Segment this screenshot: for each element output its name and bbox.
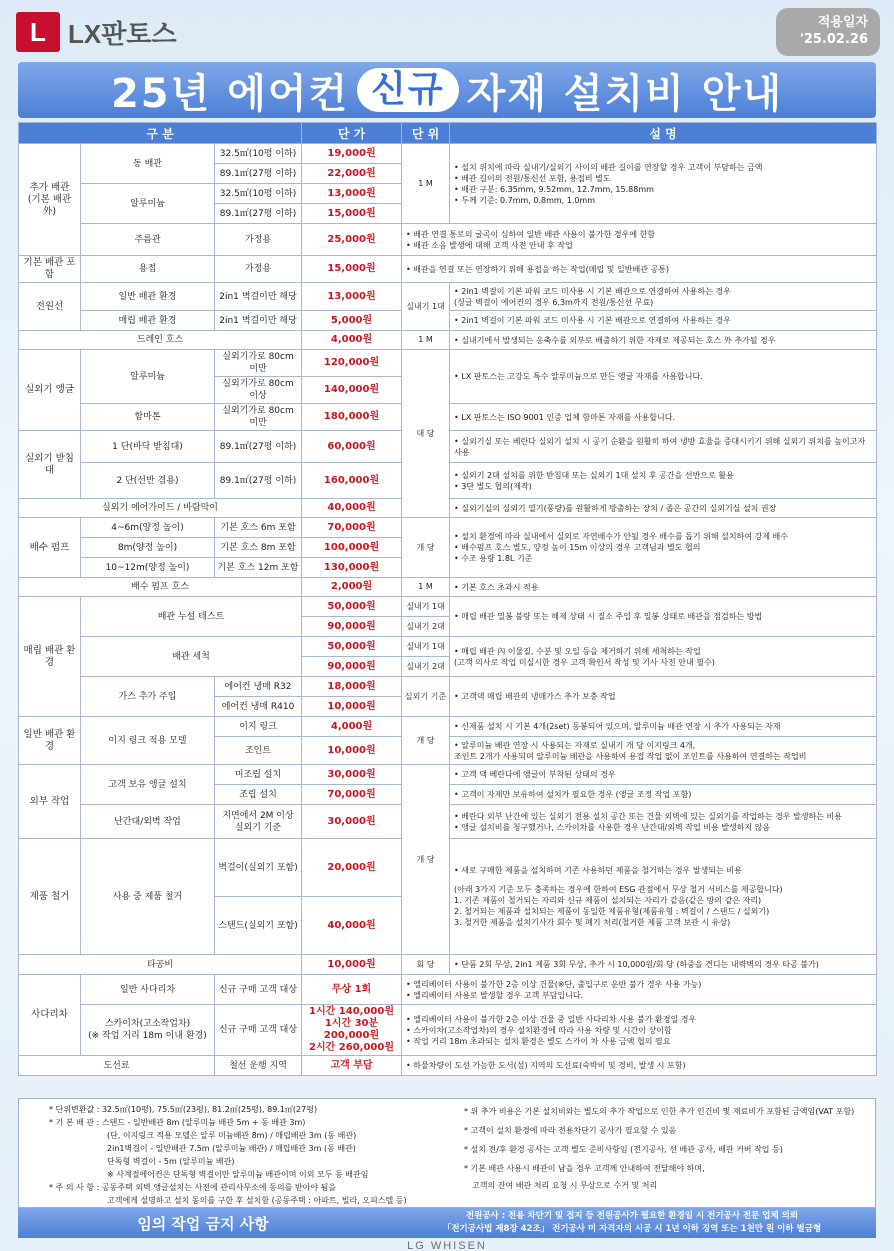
category-cell: 기본 배관 포함 [19, 256, 81, 283]
item-cell: 10~12m(양정 높이) [81, 558, 215, 578]
unit-cell: 대 당 [402, 350, 450, 518]
price-table-wrap [18, 122, 876, 1076]
table-row [19, 717, 877, 737]
category-cell: 실외기 앵글 [19, 350, 81, 431]
table-row [19, 144, 877, 164]
unit-cell: 1 M [402, 144, 450, 224]
desc-line: • 수조 용량 1.8L 기준 [454, 554, 533, 563]
item-cell: 알루미늄 [81, 184, 215, 224]
title-pre: 25년 에어컨 [110, 70, 350, 117]
table-row [19, 637, 877, 657]
unit-cell: 실내기 1대 [402, 637, 450, 657]
price-cell: 30,000원 [302, 765, 402, 785]
category-cell: 매립 배관 환경 [19, 597, 81, 717]
category-cell: 일반 배관 환경 [19, 717, 81, 765]
item-cell: 알루미늄 [81, 350, 215, 404]
desc-cell [450, 737, 877, 765]
spec-cell [215, 805, 302, 839]
unit-cell: 실내기 2대 [402, 657, 450, 677]
footer-bar [18, 1208, 876, 1238]
desc-line: • 배관 연결 통로의 굴곡이 심하여 일반 배관 사용이 불가한 경우에 한함 [406, 229, 656, 239]
item-cell: 실외기 에어가이드 / 바람막이 [19, 499, 302, 518]
col-header-unit: 단 위 [402, 123, 450, 144]
category-cell: 실외기 받침대 [19, 431, 81, 499]
item-cell: 배관 세척 [81, 637, 302, 677]
spec-cell: 에어컨 냉매 R410 [215, 697, 302, 717]
footer-line: 「전기공사법 제8장 42조」 전기공사 미 자격자의 시공 시 1년 이하 징역 또는 1천만 원 이하 벌금형 [442, 1224, 822, 1234]
item-cell: 일반 사다리차 [81, 975, 215, 1005]
price-cell: 60,000원 [302, 431, 402, 463]
desc-line: • 엘리베이터 사용이 불가한 2층 이상 건물(※단, 출입구로 운반 불가 경우 사용 가능) [406, 979, 702, 989]
item-cell: 2 단(선반 겸용) [81, 463, 215, 499]
table-row [19, 1056, 877, 1076]
table-row [19, 597, 877, 617]
desc-cell: • LX 판토스는 고강도 특수 알루미늄으로 만든 앵글 자재를 사용합니다. [450, 350, 877, 404]
price-table [18, 122, 877, 1076]
desc-cell: • 고객이 자재만 보유하여 설치가 필요한 경우 (앵글 조정 작업 포함) [450, 785, 877, 805]
unit-cell: 실내기 2대 [402, 617, 450, 637]
table-row [19, 677, 877, 697]
spec-cell: 에어컨 냉매 R32 [215, 677, 302, 697]
desc-cell: • 기본 호스 초과시 적용 [450, 578, 877, 597]
price-cell: 13,000원 [302, 184, 402, 204]
price-cell: 10,000원 [302, 697, 402, 717]
table-row [19, 224, 877, 256]
spec-cell: 89.1㎡(27평 이하) [215, 431, 302, 463]
desc-cell: • 2in1 벽걸이 기본 파워 코드 미사용 시 기본 배관으로 연결하여 사용하는 경우 [450, 311, 877, 331]
spec-cell: 기본 호스 8m 포함 [215, 538, 302, 558]
unit-cell: 실외기 기준 [402, 677, 450, 717]
notes-right [464, 1103, 874, 1192]
desc-cell: • 신제품 설치 시 기본 4개(2set) 동봉되어 있으며, 알루미늄 배관 연장 시 추가 사용되는 자재 [450, 717, 877, 737]
unit-cell: 개 당 [402, 765, 450, 955]
desc-cell [402, 975, 877, 1005]
price-cell: 40,000원 [302, 897, 402, 955]
desc-line: 조인트 2개가 사용되며 알루미늄 배관을 사용하여 용접 작업 없이 조인트를 사용하여 연결하는 작업비 [454, 751, 807, 761]
desc-cell: • 실외기실의 실외기 열기(풍량)를 원활하게 방출하는 장치 / 좁은 공간의 실외기실 설치 권장 [450, 499, 877, 518]
category-label: 추가 배관 [29, 181, 70, 193]
item-cell: 배관 누설 테스트 [81, 597, 302, 637]
desc-cell: • 하물차량이 도선 가능한 도서(섬) 지역의 도선료(숙박비 및 경비, 발생 시 포함) [402, 1056, 877, 1076]
spec-cell: 2in1 벽걸이만 해당 [215, 283, 302, 311]
item-cell: 매립 배관 환경 [81, 311, 215, 331]
note-line: * 기본 배관 사용시 배관이 남을 경우 고객께 안내하여 전달해야 하며, [464, 1164, 705, 1173]
item-cell: 주름관 [81, 224, 215, 256]
spec-cell: 실외기가로 80cm 미만 [215, 404, 302, 431]
desc-line: • 알루미늄 배관 연장 시 사용되는 자재로 실내기 개 당 이지링크 4개, [454, 740, 696, 750]
category-cell: 외부 작업 [19, 765, 81, 839]
desc-line: • 작업 거리 18m 초과되는 설치 환경은 별도 스카이 차 사용 금액 협의 필요 [406, 1036, 671, 1046]
item-cell: 사용 중 제품 철거 [81, 839, 215, 955]
item-cell: 도선료 [19, 1056, 215, 1076]
item-cell [81, 1005, 215, 1056]
item-line: 스카이차(고소작업차) [104, 1019, 191, 1029]
note-line: * 기 본 배 관 : 스탠드 - 일반배관 8m (알루미늄 배관 5m + 동 배관 3m) [49, 1118, 306, 1127]
desc-line: • 베란다 외부 난간에 있는 실외기 전용 설치 공간 또는 건물 외벽에 있는 실외기를 작업하는 경우 발생하는 비용 [454, 811, 842, 821]
unit-cell: 1 M [402, 578, 450, 597]
spec-cell: 신규 구매 고객 대상 [215, 975, 302, 1005]
desc-line: • 배관 소음 발생에 대해 고객 사전 안내 후 작업 [406, 240, 573, 250]
desc-cell [402, 224, 877, 256]
price-cell: 100,000원 [302, 538, 402, 558]
price-cell: 50,000원 [302, 637, 402, 657]
table-row [19, 765, 877, 785]
date-badge [776, 8, 880, 56]
note-line: 고객에게 설명하고 설치 동의를 구한 후 설치함 (공동주택 : 아파트, 빌라, 오피스텔 등) [107, 1196, 407, 1205]
desc-line: • 배관 구분: 6.35mm, 9.52mm, 12.7mm, 15.88mm [454, 184, 654, 194]
desc-line: • 배관 길이의 전원/통신선 포함, 용접비 별도 [454, 173, 611, 183]
title-post: 자재 설치비 안내 [466, 70, 784, 117]
price-cell: 19,000원 [302, 144, 402, 164]
desc-line: (싱글 벽걸이 에어컨의 경우 6.3m까지 전원/통신선 무료) [454, 297, 654, 307]
spec-cell: 가정용 [215, 224, 302, 256]
desc-line: • 엘리베이터 사용로 발생할 경우 고객 부담입니다. [406, 990, 584, 1000]
item-cell: 난간대/외벽 작업 [81, 805, 215, 839]
desc-line: • 앵글 설치비를 청구했거나, 스카이차를 사용한 경우 난간대/외벽 작업 비용 발생하지 않음 [454, 822, 771, 832]
spec-cell: 미조립 설치 [215, 765, 302, 785]
desc-line: • 실외기 2대 설치를 위한 받침대 또는 실외기 1대 설치 후 공간을 선반으로 활용 [454, 470, 734, 480]
desc-line: • 스카이차(고소작업차)의 경우 설치환경에 따라 사용 차량 및 시간이 상이함 [406, 1025, 672, 1035]
date-label: 적용일자 [817, 15, 868, 30]
note-line: 고객의 잔여 배관 처리 요청 시 무상으로 수거 및 처리 [472, 1181, 658, 1190]
spec-cell: 가정용 [215, 256, 302, 283]
desc-cell: • 단품 2회 무상, 2in1 제품 3회 무상, 추가 시 10,000원/회 당 (하중을 견디는 내력벽의 경우 타공 불가) [450, 955, 877, 975]
spec-cell: 32.5㎡(10평 이하) [215, 184, 302, 204]
table-row [19, 955, 877, 975]
note-line: * 설치 전/후 환경 공사는 고객 별도 준비사항임 (전기공사, 선 배관 공사, 배관 커버 작업 등) [464, 1145, 783, 1154]
price-cell: 20,000원 [302, 839, 402, 897]
spec-cell: 기본 호스 6m 포함 [215, 518, 302, 538]
category-cell: 제품 철거 [19, 839, 81, 955]
price-cell: 25,000원 [302, 224, 402, 256]
table-row [19, 1005, 877, 1056]
price-cell: 4,000원 [302, 717, 402, 737]
desc-line: • 3단 별도 협의(제작) [454, 481, 532, 491]
desc-cell: • 실외기실 또는 베란다 실외기 설치 시 공기 순환을 원활히 하여 냉방 효율을 증대시키기 위해 실외기 위치를 높이고자 사용 [450, 431, 877, 463]
price-cell: 140,000원 [302, 377, 402, 404]
spec-line: 지면에서 2M 이상 [222, 810, 294, 821]
price-cell: 90,000원 [302, 657, 402, 677]
price-cell: 2,000원 [302, 578, 402, 597]
spec-cell: 이지 링크 [215, 717, 302, 737]
table-row [19, 256, 877, 283]
item-cell: 배수 펌프 호스 [19, 578, 302, 597]
logo-text: LX판토스 [68, 18, 177, 49]
price-cell: 15,000원 [302, 204, 402, 224]
price-cell: 70,000원 [302, 785, 402, 805]
note-line: * 위 추가 비용은 기본 설치비와는 별도의 추가 작업으로 인한 추가 인건비 및 재료비가 포함된 금액임(VAT 포함) [464, 1107, 855, 1116]
desc-cell [450, 463, 877, 499]
table-row [19, 518, 877, 538]
desc-cell: • 실내기에서 발생되는 응축수를 외부로 배출하기 위한 자재로 제공되는 호스 外 추가될 경우 [450, 331, 877, 350]
spec-cell: 스탠드(실외기 포함) [215, 897, 302, 955]
logo [16, 12, 177, 52]
desc-cell [450, 283, 877, 311]
footer-title: 임의 작업 금지 사항 [137, 1214, 269, 1233]
item-cell: 함마톤 [81, 404, 215, 431]
note-line: * 고객이 설치 환경에 따라 전용차단기 공사가 필요할 수 있음 [464, 1126, 677, 1135]
price-cell: 10,000원 [302, 955, 402, 975]
note-line: 2in1벽걸이 - 일반배관 7.5m (알루미늄 배관) / 매립배관 3m (동 배관) [107, 1144, 356, 1153]
price-cell: 120,000원 [302, 350, 402, 377]
desc-line: 2. 철거되는 제품과 설치되는 제품이 동일한 제품유형(제품유형 : 벽걸이 / 스탠드 / 실외기) [454, 907, 770, 916]
table-row [19, 578, 877, 597]
item-cell: 고객 보유 앵글 설치 [81, 765, 215, 805]
desc-cell [450, 637, 877, 677]
desc-line: • 두께 기준: 0.7mm, 0.8mm, 1.0mm [454, 195, 596, 205]
desc-line: • 매립 배관 內 이물질, 수분 및 오일 등을 제거하기 위해 세척하는 작업 [454, 646, 701, 656]
price-line: 2시간 260,000원 [309, 1042, 394, 1053]
item-cell: 4~6m(양정 높이) [81, 518, 215, 538]
category-cell: 전원선 [19, 283, 81, 331]
desc-line: • 엘리베이터 사용이 불가한 2층 이상 건물 중 일반 사다리차 사용 불가 환경일 경우 [406, 1014, 697, 1024]
spec-cell: 벽걸이(실외기 포함) [215, 839, 302, 897]
price-cell: 50,000원 [302, 597, 402, 617]
price-cell: 22,000원 [302, 164, 402, 184]
notes-left [49, 1103, 454, 1207]
price-cell: 130,000원 [302, 558, 402, 578]
spec-cell: 2in1 벽걸이만 해당 [215, 311, 302, 331]
spec-cell: 89.1㎡(27평 이하) [215, 164, 302, 184]
table-row [19, 350, 877, 377]
desc-cell [450, 518, 877, 578]
item-cell: 1 단(바닥 받침대) [81, 431, 215, 463]
price-cell: 90,000원 [302, 617, 402, 637]
spec-cell: 기본 호스 12m 포함 [215, 558, 302, 578]
spec-cell: 실외기가로 80cm 미만 [215, 350, 302, 377]
spec-cell: 실외기가로 80cm 이상 [215, 377, 302, 404]
brand-watermark: LG WHISEN [407, 1240, 487, 1251]
spec-cell: 조인트 [215, 737, 302, 765]
price-cell: 40,000원 [302, 499, 402, 518]
category-cell [19, 144, 81, 256]
price-cell: 30,000원 [302, 805, 402, 839]
price-line: 1시간 30분 200,000원 [323, 1018, 380, 1041]
lx-logo-icon: L [16, 12, 60, 52]
spec-line: 실외기 기준 [234, 822, 282, 833]
price-cell: 4,000원 [302, 331, 402, 350]
desc-line: • 설치 위치에 따라 실내기/실외기 사이의 배관 길이를 연장할 경우 고객이 부담하는 금액 [454, 162, 763, 172]
table-row [19, 975, 877, 1005]
item-cell: 동 배관 [81, 144, 215, 184]
unit-cell: 실내기 1대 [402, 597, 450, 617]
footer-notice [388, 1210, 876, 1236]
desc-cell [450, 144, 877, 224]
desc-cell: • 고객 댁 베란다에 앵글이 부착된 상태의 경우 [450, 765, 877, 785]
desc-cell [402, 1005, 877, 1056]
item-line: (※ 작업 거리 18m 이내 환경) [88, 1031, 207, 1041]
desc-cell: • 매립 배관 밀봉 불량 또는 해제 상태 시 질소 주입 후 밀봉 상태로 배관을 점검하는 방법 [450, 597, 877, 637]
item-cell: 가스 추가 주입 [81, 677, 215, 717]
price-cell: 무상 1회 [302, 975, 402, 1005]
footer-line: 전원공사 : 전용 차단기 및 접지 등 전원공사가 필요한 환경일 시 전기공사 전문 업체 의뢰 [465, 1211, 799, 1221]
spec-cell: 89.1㎡(27평 이하) [215, 463, 302, 499]
col-header-category: 구 분 [19, 123, 302, 144]
item-cell: 일반 배관 환경 [81, 283, 215, 311]
price-cell [302, 1005, 402, 1056]
spec-cell: 조립 설치 [215, 785, 302, 805]
desc-cell: • 배관을 연결 또는 연장하기 위해 용접을 하는 작업(매립 및 일반배관 공통) [402, 256, 877, 283]
page-title [18, 62, 876, 118]
date-value: '25.02.26 [799, 32, 868, 47]
category-sublabel: (기본 배관 外) [27, 193, 72, 217]
price-cell: 13,000원 [302, 283, 402, 311]
spec-cell: 89.1㎡(27평 이하) [215, 204, 302, 224]
desc-line: • 배수펌프 호스 별도, 양정 높이 15m 이상의 경우 고객님과 별도 협의 [454, 543, 701, 552]
note-line: ※ 사계절에어컨은 단독형 벽걸이만 알루미늄 배관이며 이외 모두 동 배관임 [107, 1170, 369, 1179]
desc-cell: • 고객댁 매립 배관의 냉매가스 추가 보충 작업 [450, 677, 877, 717]
header [0, 0, 894, 62]
note-line: * 주 의 사 항 : 공동주택 외벽 앵글설치는 사전에 관리사무소에 동의를 받아야 됨을 [49, 1183, 337, 1192]
category-cell: 배수 펌프 [19, 518, 81, 578]
item-cell: 용접 [81, 256, 215, 283]
col-header-price: 단 가 [302, 123, 402, 144]
unit-cell: 1 M [402, 331, 450, 350]
item-cell: 8m(양정 높이) [81, 538, 215, 558]
price-cell: 160,000원 [302, 463, 402, 499]
desc-cell [450, 805, 877, 839]
unit-cell: 개 당 [402, 717, 450, 765]
price-cell: 15,000원 [302, 256, 402, 283]
desc-line: (아래 3가지 기준 모두 충족하는 경우에 한하여 ESG 관점에서 무상 철거 서비스를 제공합니다) [454, 885, 783, 894]
desc-line: • 2in1 벽걸이 기본 파워 코드 미사용 시 기본 배관으로 연결하여 사용하는 경우 [454, 286, 731, 296]
price-cell: 10,000원 [302, 737, 402, 765]
note-line: 단독형 벽걸이 - 5m (알루미늄 배관) [107, 1157, 235, 1166]
price-cell: 18,000원 [302, 677, 402, 697]
notes-box [18, 1098, 876, 1208]
table-header-row [19, 123, 877, 144]
price-line: 1시간 140,000원 [309, 1006, 394, 1017]
table-row [19, 283, 877, 311]
desc-line: • 새로 구매한 제품을 설치하며 기존 사용하던 제품을 철거하는 경우 발생되는 비용 [454, 866, 742, 875]
item-cell: 이지 링크 적용 모델 [81, 717, 215, 765]
spec-cell: 신규 구매 고객 대상 [215, 1005, 302, 1056]
unit-cell: 개 당 [402, 518, 450, 578]
price-cell: 고객 부담 [302, 1056, 402, 1076]
price-cell: 5,000원 [302, 311, 402, 331]
desc-line: (고객 의사로 작업 미실시한 경우 고객 확인서 작성 및 기사 사전 안내 필수) [454, 657, 715, 667]
item-cell: 타공비 [19, 955, 302, 975]
note-line: * 단위변환값 : 32.5㎡(10평), 75.5㎡(23평), 81.2㎡(25평), 89.1㎡(27평) [49, 1105, 318, 1114]
price-cell: 180,000원 [302, 404, 402, 431]
col-header-desc: 설 명 [450, 123, 877, 144]
desc-line: • 설치 환경에 따라 실내에서 실외로 자연배수가 안될 경우 배수를 돕기 위해 설치하여 강제 배수 [454, 532, 788, 541]
title-pill: 신규 [357, 68, 459, 112]
table-row [19, 331, 877, 350]
desc-line: 3. 철거한 제품을 설치기사가 회수 및 폐기 처리(철거한 제품 고객 보관 시 유상) [454, 918, 731, 927]
item-cell: 드레인 호스 [19, 331, 302, 350]
spec-cell: 철선 운행 지역 [215, 1056, 302, 1076]
desc-cell: • LX 판토스는 ISO 9001 인증 업체 함마톤 자재를 사용합니다. [450, 404, 877, 431]
unit-cell: 실내기 1대 [402, 283, 450, 331]
note-line: (단, 이지링크 적용 모델은 알루 미늄배관 8m) / 매립배관 3m (동 배관) [107, 1131, 357, 1140]
desc-cell [450, 839, 877, 955]
price-cell: 70,000원 [302, 518, 402, 538]
category-cell: 사다리차 [19, 975, 81, 1056]
spec-cell: 32.5㎡(10평 이하) [215, 144, 302, 164]
unit-cell: 회 당 [402, 955, 450, 975]
desc-line: 1. 기존 제품이 철거되는 자리와 신규 제품이 설치되는 자리가 같음(같은 방의 같은 자리) [454, 896, 762, 905]
